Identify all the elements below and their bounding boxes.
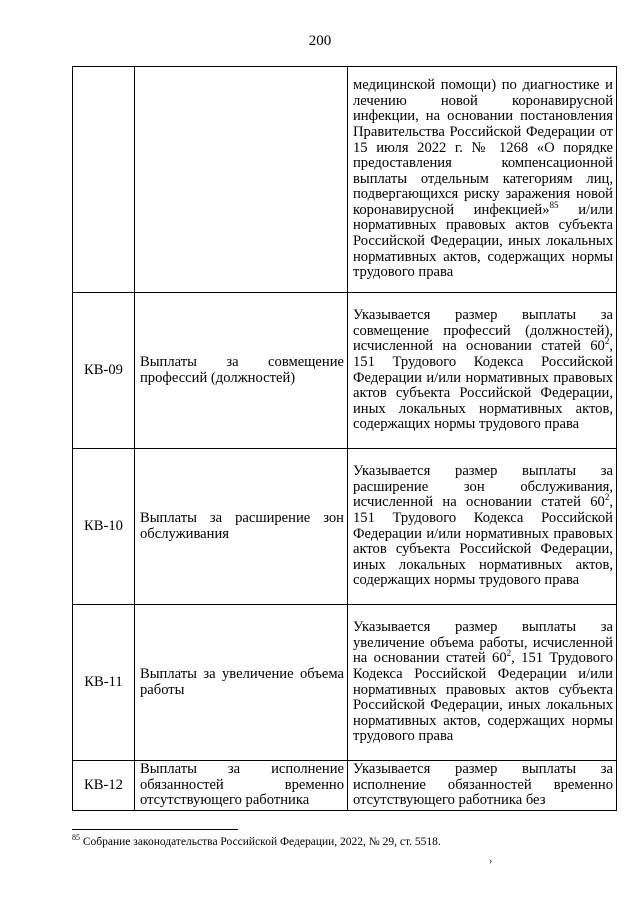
description-cell	[348, 293, 617, 449]
table-row	[73, 605, 617, 761]
table-row	[73, 449, 617, 605]
description-tail: и/или нормативных правовых актов субъекта Российской Федерации, иных локальных нормативных актов, содержащих нормы трудового права	[353, 201, 613, 281]
footnote-ref: 85	[549, 200, 559, 211]
superscript: 2	[604, 336, 610, 347]
name-cell: Выплаты за увеличение объема работы	[135, 605, 348, 761]
description-cell	[348, 761, 617, 811]
name-cell: Выплаты за совмещение профессий (должностей)	[135, 293, 348, 449]
footnote-divider	[72, 829, 238, 830]
code-cell: КВ-09	[73, 293, 135, 449]
classification-table	[72, 66, 617, 811]
description-tail: , 151 Трудового Кодекса Российской Федерации и/или нормативных правовых актов субъекта Российской Федерации, иных локальных нормативных актов, содержащих нормы трудового права	[353, 338, 613, 433]
description-cell	[348, 605, 617, 761]
code-cell: КВ-10	[73, 449, 135, 605]
description-tail: , 151 Трудового Кодекса Российской Федерации и/или нормативных правовых актов субъекта Российской Федерации, иных локальных нормативных актов, содержащих нормы трудового права	[353, 494, 613, 589]
code-cell	[73, 67, 135, 293]
footnote-marker: 85	[72, 833, 80, 843]
description-text: Указывается размер выплаты за расширение зон обслуживания, исчисленной на основании статей 60	[353, 463, 613, 511]
name-cell: Выплаты за исполнение обязанностей временно отсутствующего работника	[135, 761, 348, 811]
description-text: Указывается размер выплаты за исполнение обязанностей временно отсутствующего работника без	[353, 761, 613, 809]
superscript: 2	[604, 492, 610, 503]
scan-speck: ›	[489, 856, 493, 867]
description-text: Указывается размер выплаты за совмещение профессий (должностей), исчисленной на основании статей 60	[353, 307, 613, 355]
superscript: 2	[506, 648, 512, 659]
description-tail: , 151 Трудового Кодекса Российской Федерации и/или нормативных правовых актов субъекта Российской Федерации, иных локальных нормативных актов, содержащих нормы трудового права	[353, 650, 613, 745]
name-cell: Выплаты за расширение зон обслуживания	[135, 449, 348, 605]
description-cell	[348, 67, 617, 293]
description-cell	[348, 449, 617, 605]
description-text: медицинской помощи) по диагностике и лечению новой коронавирусной инфекции, на основании постановления Правительства Российской Федерации от 15 июля 2022 г. № 1268 «О порядке предоставления компенсационной выплаты отдельным категориям лиц, подвергающихся риску заражения новой коронавирусной инфекцией»	[353, 77, 613, 218]
table-row	[73, 67, 617, 293]
code-cell: КВ-11	[73, 605, 135, 761]
name-cell	[135, 67, 348, 293]
table-row	[73, 761, 617, 811]
footnote-text: Собрание законодательства Российской Федерации, 2022, № 29, ст. 5518.	[80, 836, 441, 848]
page-number: 200	[308, 33, 332, 49]
table-row	[73, 293, 617, 449]
footnote	[72, 833, 441, 848]
code-cell: КВ-12	[73, 761, 135, 811]
description-text: Указывается размер выплаты за увеличение объема работы, исчисленной на основании статей 60	[353, 619, 613, 667]
